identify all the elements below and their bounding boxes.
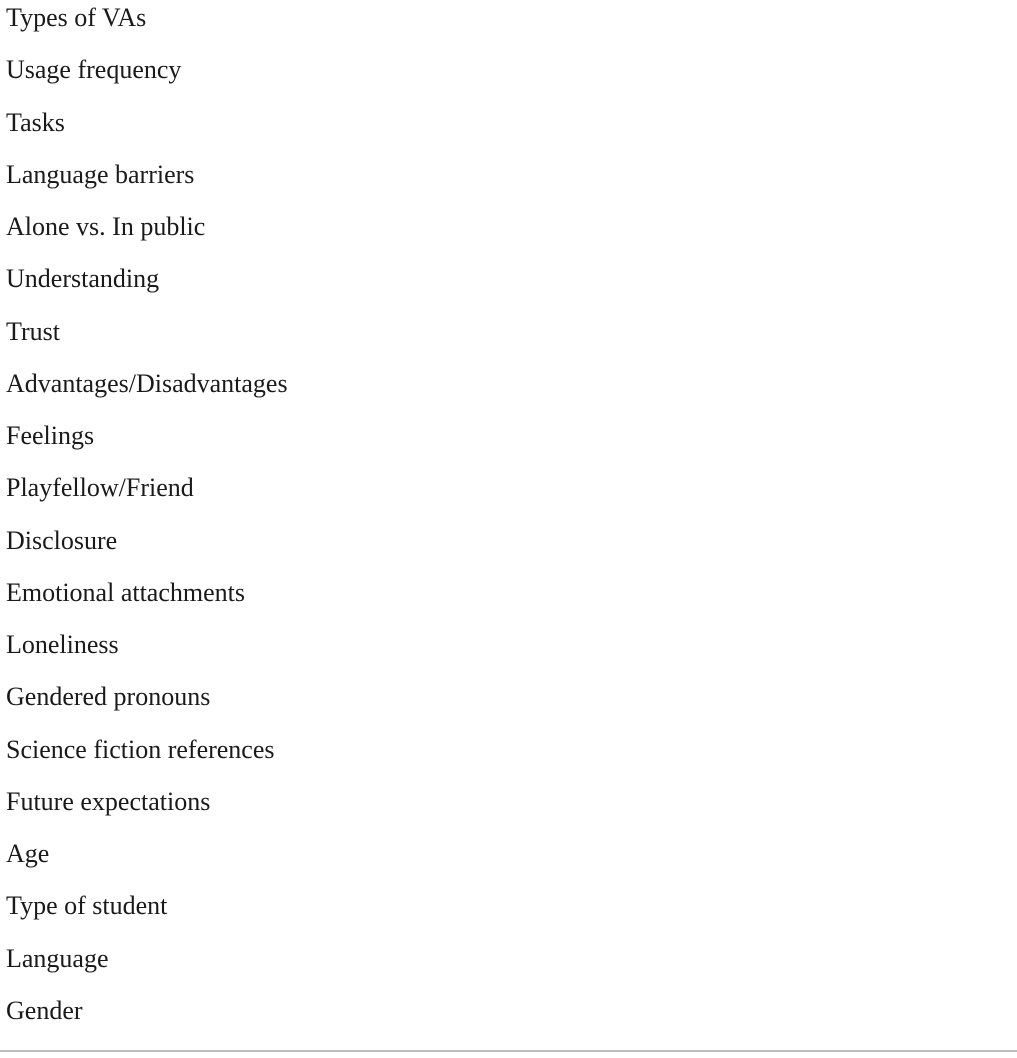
list-item: Trust: [6, 316, 60, 346]
category-list: [6, 0, 288, 1045]
list-item: Disclosure: [6, 525, 118, 555]
list-item: Types of VAs: [6, 3, 147, 32]
list-item: Gendered pronouns: [6, 682, 211, 712]
list-item: Alone vs. In public: [6, 212, 206, 241]
list-item: Language: [6, 943, 109, 973]
list-item: Tasks: [6, 107, 65, 137]
list-item: Emotional attachments: [6, 577, 245, 607]
list-item: Future expectations: [6, 786, 211, 816]
list-item: Playfellow/Friend: [6, 473, 194, 503]
list-item: Feelings: [6, 421, 95, 450]
list-item: Science fiction references: [6, 734, 275, 764]
list-item: Usage frequency: [6, 55, 182, 85]
list-item: Loneliness: [6, 630, 119, 659]
bottom-rule-divider: [0, 1050, 1017, 1052]
list-item: Type of student: [6, 891, 168, 921]
list-item: Age: [6, 839, 50, 868]
list-item: Advantages/Disadvantages: [6, 368, 288, 398]
list-item: Understanding: [6, 264, 160, 294]
list-item: Gender: [6, 995, 83, 1025]
list-item: Language barriers: [6, 159, 195, 189]
